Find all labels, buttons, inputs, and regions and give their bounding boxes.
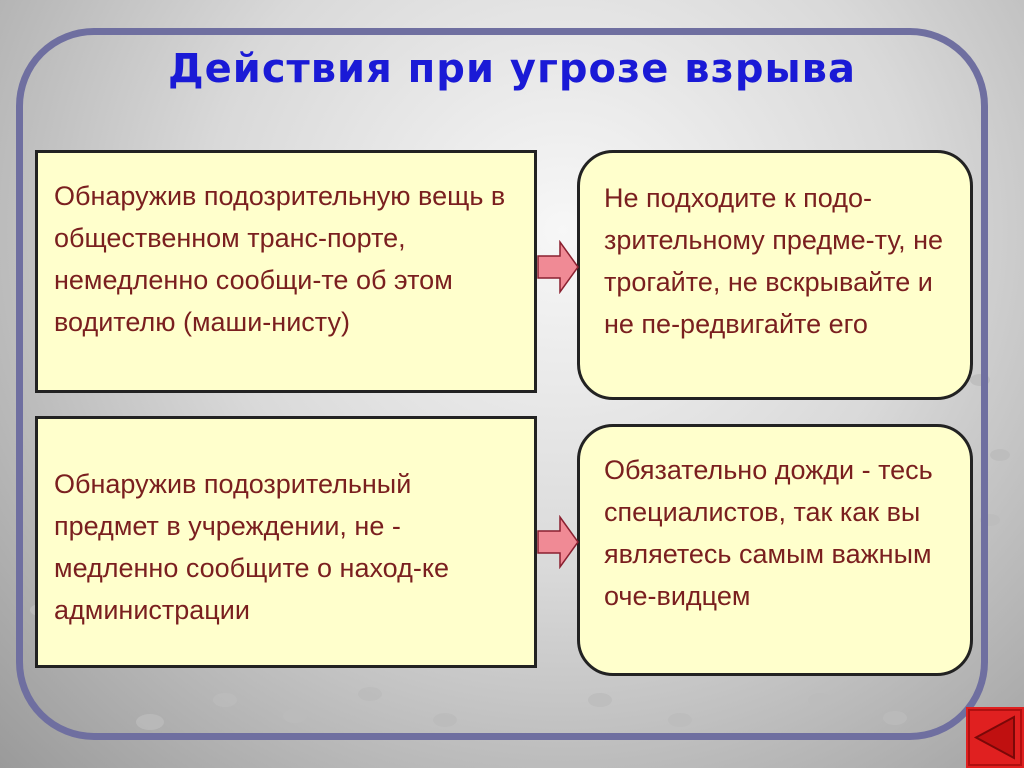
instruction-text-wait: Обязательно дожди - тесь специалистов, так как вы являетесь самым важным оче-видцем [604, 455, 933, 611]
instruction-text-transport: Обнаружив подозрительную вещь в общественном транс-порте, немедленно сообщи-те об этом водителю (маши-нисту) [54, 181, 506, 337]
instruction-box-wait [577, 424, 973, 676]
instruction-text-institution: Обнаружив подозрительный предмет в учреждении, не - медленно сообщите о наход-ке администрации [54, 469, 449, 625]
instruction-box-institution [35, 416, 537, 668]
right-arrow-icon [536, 240, 580, 294]
instruction-box-transport [35, 150, 537, 393]
back-arrow-icon[interactable] [966, 707, 1024, 768]
right-arrow-icon [536, 515, 580, 569]
slide-title: Действия при угрозе взрыва [168, 46, 856, 92]
instruction-box-dont-touch [577, 150, 973, 400]
instruction-text-dont-touch: Не подходите к подо-зрительному предме-ту, не трогайте, не вскрывайте и не пе-редвигайте его [604, 183, 944, 339]
